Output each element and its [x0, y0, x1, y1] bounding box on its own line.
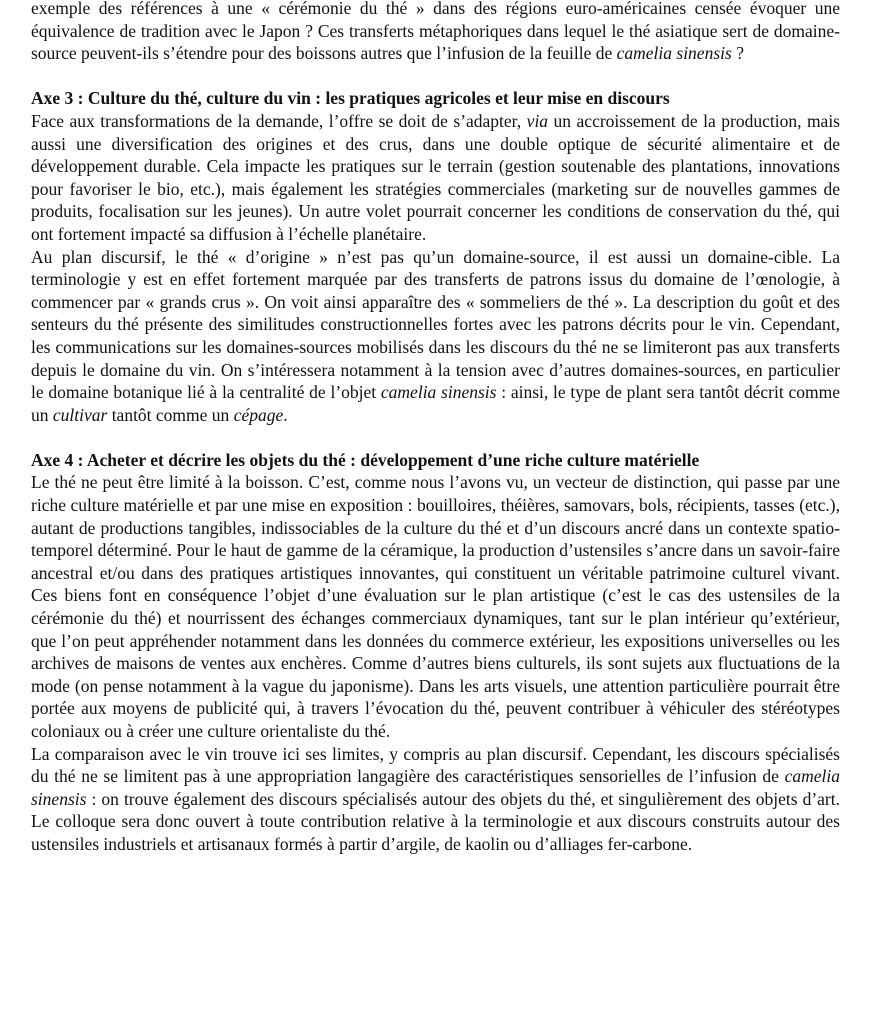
axe3-p2-text-b: : ainsi, le type de plant sera tantôt décrit comme un — [31, 382, 840, 425]
axe3-p2-text-c: tantôt comme un — [107, 404, 234, 425]
section-gap — [31, 65, 840, 88]
intro-species-italic: camelia sinensis — [616, 43, 732, 64]
intro-end: ? — [731, 43, 744, 64]
axe3-paragraph-2 — [31, 246, 840, 427]
axe3-paragraph-1 — [31, 110, 840, 246]
axe4-p2-species-italic: camelia sinensis — [31, 766, 840, 809]
axe4-heading: Axe 4 : Acheter et décrire les objets du thé : développement d’une riche culture matérielle — [31, 449, 700, 470]
axe4-p2-text-a: La comparaison avec le vin trouve ici ses limites, y compris au plan discursif. Cependant, les discours spécialisés du thé ne se limitent pas à une appropriation langagière des caractéristiques sensorielles de l’infusion de — [31, 743, 840, 787]
axe3-p1-via-italic: via — [526, 110, 549, 131]
axe3-p2-cepage-italic: cépage — [233, 404, 284, 425]
axe4-p2-text-b: : on trouve également des discours spécialisés autour des objets du thé, et singulièrement des objets d’art. Le colloque sera donc ouvert à toute contribution relative à la terminologie et aux discours construits autour des ustensiles industriels et artisanaux formés à partir d’argile, de kaolin ou d’alliages fer-carbone. — [31, 788, 840, 854]
axe3-p1-text-b: un accroissement de la production, mais aussi une diversification des origines et des crus, dans une double optique de sécurité alimentaire et de développement durable. Cela impacte les pratiques sur le terrain (gestion soutenable des plantations, innovations pour favoriser le bio, etc.), mais également les stratégies commerciales (marketing sur de nouvelles gammes de produits, focalisation sur les jeunes). Un autre volet pourrait concerner les conditions de conservation du thé, qui ont fortement impacté sa diffusion à l’échelle planétaire. — [31, 110, 840, 244]
axe4-paragraph-1: Le thé ne peut être limité à la boisson. C’est, comme nous l’avons vu, un vecteur de distinction, qui passe par une riche culture matérielle et par une mise en exposition : bouilloires, théières, samovars, bols, récipients, tasses (etc.), autant de productions tangibles, indissociables de la culture du thé et d’un discours ancré dans un contexte spatio-temporel déterminé. Pour le haut de gamme de la céramique, la production d’ustensiles s’ancre dans un savoir-faire ancestral et/ou dans des pratiques artistiques innovantes, qui constituent un véritable patrimoine culturel vivant. Ces biens font en conséquence l’objet d’une évaluation sur le plan artistique (c’est le cas des ustensiles de la cérémonie du thé) et nourrissent des échanges commerciaux dynamiques, tant sur le plan intérieur qu’extérieur, que l’on peut appréhender notamment dans les données du commerce extérieur, les expositions universelles ou les archives de maisons de ventes aux enchères. Comme d’autres biens culturels, ils sont sujets aux fluctuations de la mode (on pense notamment à la vague du japonisme). Dans les arts visuels, une attention particulière pourrait être portée aux moyens de publicité qui, à travers l’évocation du thé, peuvent contribuer à véhiculer des stéréotypes coloniaux ou à créer une culture orientaliste du thé. — [31, 472, 840, 741]
intro-text: exemple des références à une « cérémonie du thé » dans des régions euro-américaines censée évoquer une équivalence de tradition avec le Japon ? Ces transferts métaphoriques dans lequel le thé asiatique sert de domaine-source peuvent-ils s’étendre pour des boissons autres que l’infusion de la feuille de — [31, 0, 840, 64]
axe3-heading: Axe 3 : Culture du thé, culture du vin : les pratiques agricoles et leur mise en discours — [31, 88, 670, 109]
axe3-p2-text-d: . — [283, 404, 288, 425]
section-gap — [31, 426, 840, 449]
axe3-p2-species-italic: camelia sinensis — [380, 382, 497, 403]
axe3-p2-text-a: Au plan discursif, le thé « d’origine » n’est pas qu’un domaine-source, il est aussi un domaine-cible. La terminologie y est en effet fortement marquée par des transferts de patrons issus du domaine de l’œnologie, à commencer par « grands crus ». On voit ainsi apparaître des « sommeliers de thé ». La description du goût et des senteurs du thé présente des similitudes constructionnelles fortes avec les patrons décrits pour le vin. Cependant, les communications sur les domaines-sources mobilisés dans les discours du thé ne se limiteront pas aux transferts depuis le domaine du vin. On s’intéressera notamment à la tension avec d’autres domaines-sources, en particulier le domaine botanique lié à la centralité de l’objet — [31, 246, 840, 403]
axe3-p2-cultivar-italic: cultivar — [52, 404, 108, 425]
axe3-p1-text-a: Face aux transformations de la demande, l’offre se doit de s’adapter, — [31, 110, 527, 131]
intro-paragraph — [31, 0, 840, 65]
axe4-paragraph-2 — [31, 743, 840, 856]
